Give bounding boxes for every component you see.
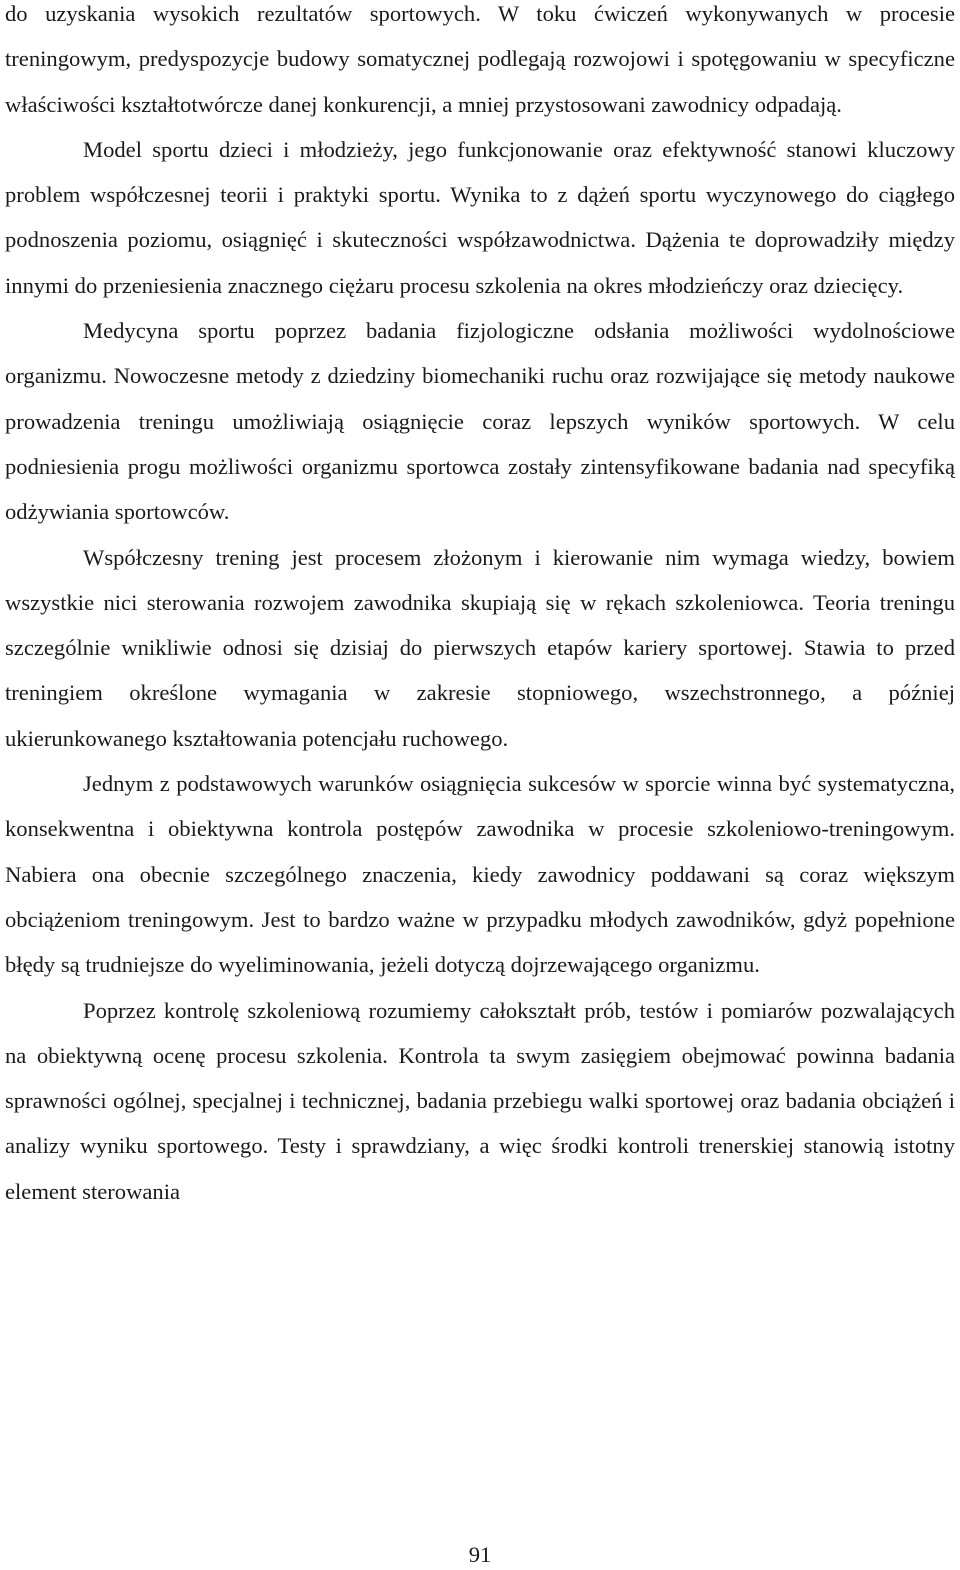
paragraph-6: Poprzez kontrolę szkoleniową rozumiemy całokształt prób, testów i pomiarów pozwalających na obiektywną ocenę procesu szkolenia. Kontrola ta swym zasięgiem obejmować powinna badania sprawności ogólnej, specjalnej i technicznej, badania przebiegu walki sportowej oraz badania obciążeń i analizy wyniku sportowego. Testy i sprawdziany, a więc środki kontroli trenerskiej stanowią istotny element sterowania [5,997,955,1204]
paragraph-1: do uzyskania wysokich rezultatów sportowych. W toku ćwiczeń wykonywanych w procesie treningowym, predyspozycje budowy somatycznej podlegają rozwojowi i spotęgowaniu w specyficzne właściwości kształtotwórcze danej konkurencji, a mniej przystosowani zawodnicy odpadają. [5,1,955,117]
paragraph-5: Jednym z podstawowych warunków osiągnięcia sukcesów w sporcie winna być systematyczna, konsekwentna i obiektywna kontrola postępów zawodnika w procesie szkoleniowo-treningowym. Nabiera ona obecnie szczególnego znaczenia, kiedy zawodnicy poddawani są coraz większym obciążeniom treningowym. Jest to bardzo ważne w przypadku młodych zawodników, gdyż popełnione błędy są trudniejsze do wyeliminowania, jeżeli dotyczą dojrzewającego organizmu. [5,771,955,978]
paragraph-3: Medycyna sportu poprzez badania fizjologiczne odsłania możliwości wydolnościowe organizmu. Nowoczesne metody z dziedziny biomechaniki ruchu oraz rozwijające się metody naukowe prowadzenia treningu umożliwiają osiągnięcie coraz lepszych wyników sportowych. W celu podniesienia progu możliwości organizmu sportowca zostały zintensyfikowane badania nad specyfiką odżywiania sportowców. [5,318,955,525]
page-body [5,0,955,1214]
paragraph-4: Współczesny trening jest procesem złożonym i kierowanie nim wymaga wiedzy, bowiem wszystkie nici sterowania rozwojem zawodnika skupiają się w rękach szkoleniowca. Teoria treningu szczególnie wnikliwie odnosi się dzisiaj do pierwszych etapów kariery sportowej. Stawia to przed treningiem określone wymagania w zakresie stopniowego, wszechstronnego, a później ukierunkowanego kształtowania potencjału ruchowego. [5,544,955,751]
paragraph-2: Model sportu dzieci i młodzieży, jego funkcjonowanie oraz efektywność stanowi kluczowy problem współczesnej teorii i praktyki sportu. Wynika to z dążeń sportu wyczynowego do ciągłego podnoszenia poziomu, osiągnięć i skuteczności współzawodnictwa. Dążenia te doprowadziły między innymi do przeniesienia znacznego ciężaru procesu szkolenia na okres młodzieńczy oraz dziecięcy. [5,136,955,298]
page-number: 91 [468,1542,492,1567]
